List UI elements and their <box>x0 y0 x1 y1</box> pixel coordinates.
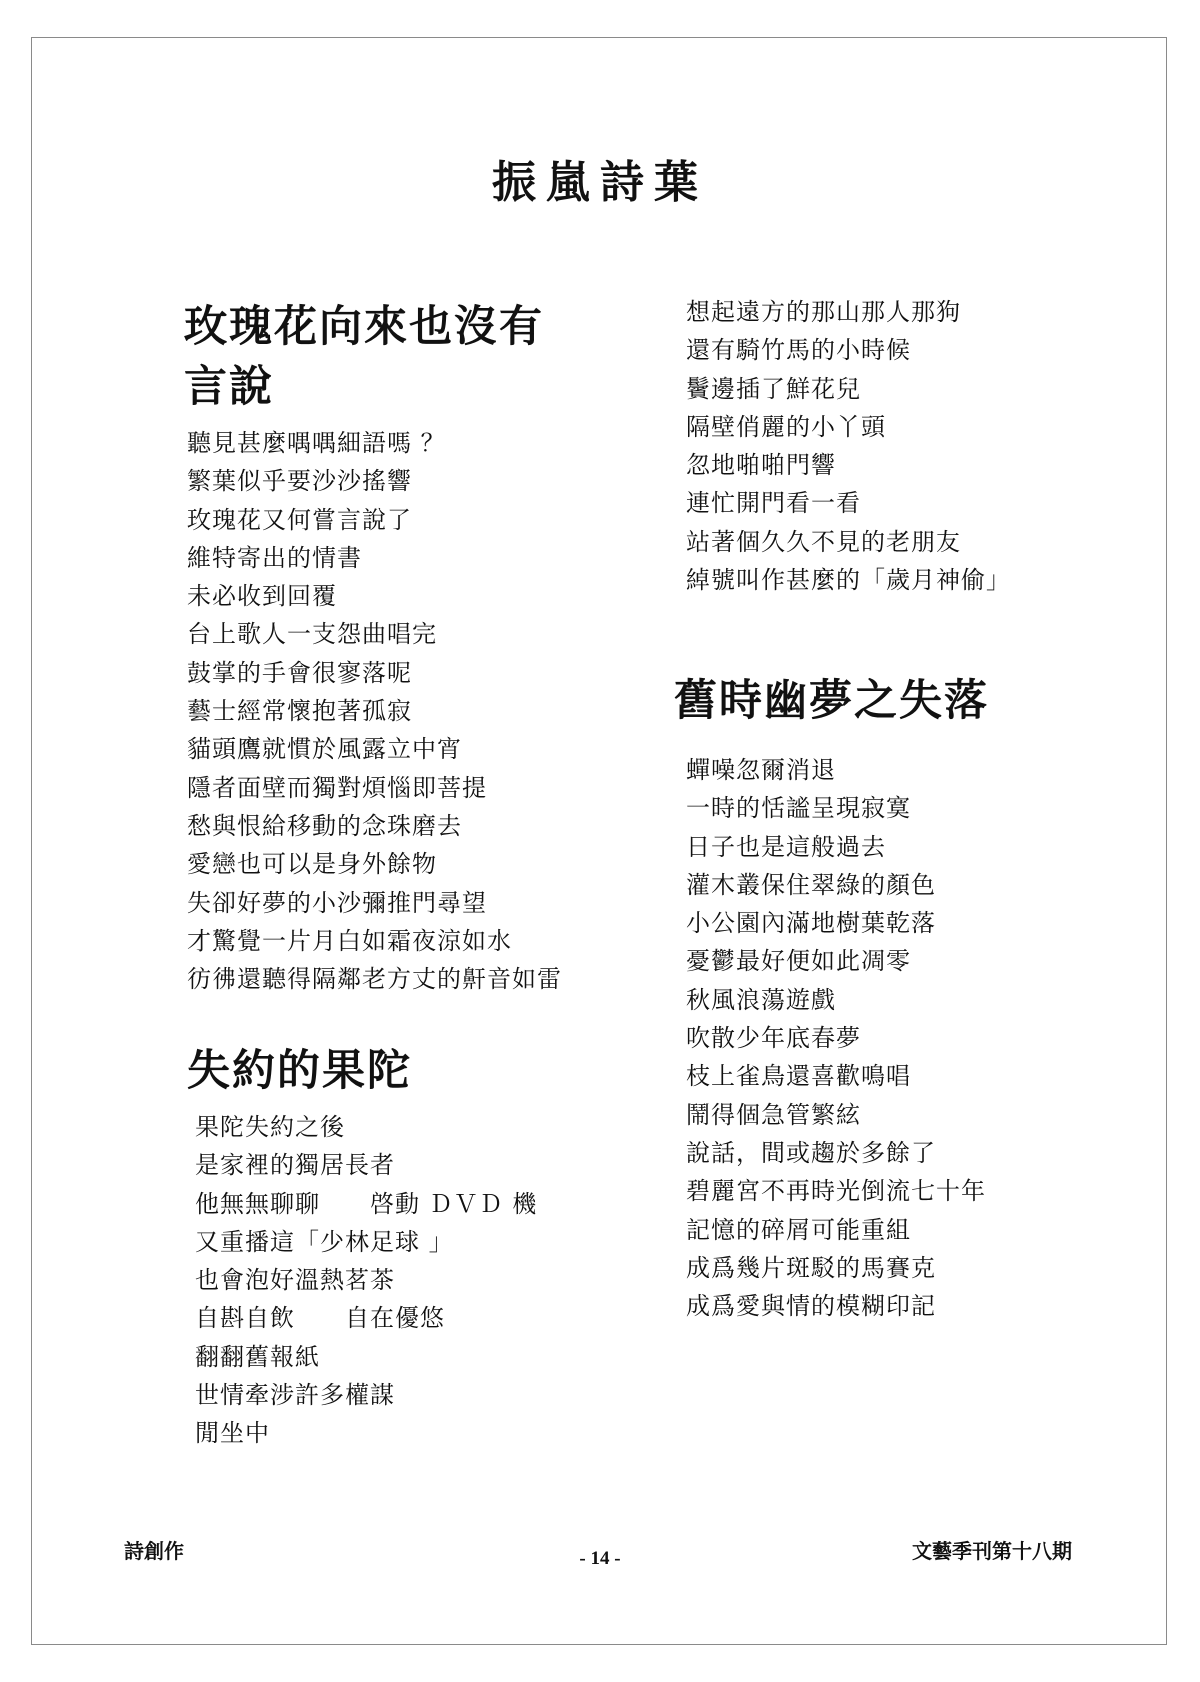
poem-line: 吹散少年底春夢 <box>686 1024 861 1053</box>
poem-line: 鬧得個急管繁絃 <box>686 1100 861 1129</box>
footer-publication-name: 文藝季刊第十八期 <box>912 1539 1072 1563</box>
poem-line: 說話，間或趨於多餘了 <box>686 1138 936 1167</box>
poem-line: 蟬噪忽爾消退 <box>686 756 836 784</box>
poem-line: 才驚覺一片月白如霜夜涼如水 <box>187 926 512 955</box>
poem-line: 憂鬱最好便如此凋零 <box>686 947 911 976</box>
poem-line: 閒坐中 <box>195 1419 270 1448</box>
poem-line: 是家裡的獨居長者 <box>195 1151 395 1180</box>
poem-line: 又重播這「少林足球 」 <box>195 1227 454 1256</box>
poem-line: 成爲幾片斑駁的馬賽克 <box>686 1253 936 1282</box>
poem-title-godot: 失約的果陀 <box>187 1046 412 1096</box>
poem-line: 隱者面壁而獨對煩惱即菩提 <box>187 773 487 802</box>
poem-line: 聽見甚麼喁喁細語嗎 ？ <box>187 429 446 457</box>
poem-line: 灌木叢保住翠綠的顏色 <box>686 870 936 899</box>
poem-line: 台上歌人一支怨曲唱完 <box>187 620 437 649</box>
poem-line: 站著個久久不見的老朋友 <box>686 527 961 556</box>
poem-line: 愛戀也可以是身外餘物 <box>187 850 437 879</box>
poem-line: 一時的恬謐呈現寂寞 <box>686 794 911 823</box>
poem-line: 鼓掌的手會很寥落呢 <box>187 658 412 687</box>
poem-line: 忽地啪啪門響 <box>686 451 836 480</box>
footer-page-number: - 14 - <box>579 1548 621 1569</box>
poem-line: 想起遠方的那山那人那狗 <box>686 298 961 326</box>
poem-line: 藝士經常懷抱著孤寂 <box>187 697 412 726</box>
poem-line: 碧麗宮不再時光倒流七十年 <box>686 1177 986 1206</box>
poem-line: 繁葉似乎要沙沙搖響 <box>187 467 412 496</box>
poem-line: 貓頭鷹就慣於風露立中宵 <box>187 735 462 764</box>
poem-line: 枝上雀鳥還喜歡鳴唱 <box>686 1062 911 1091</box>
poem-line: 隔壁俏麗的小丫頭 <box>686 412 886 441</box>
poem-title-lost-dream: 舊時幽夢之失落 <box>674 676 989 726</box>
poem-line: 維特寄出的情書 <box>187 543 362 572</box>
poem-line: 小公園內滿地樹葉乾落 <box>686 909 936 938</box>
poem-title-line-1: 玫瑰花向來也沒有 <box>184 302 544 352</box>
poem-line: 鬢邊插了鮮花兒 <box>686 374 861 403</box>
poem-line: 世情牽涉許多權謀 <box>195 1381 395 1410</box>
poem-line: 未必收到回覆 <box>187 582 337 611</box>
poem-line: 自斟自飲 自在優悠 <box>195 1304 445 1333</box>
poem-line: 他無無聊聊 啓動 ＤＶＤ 機 <box>195 1189 538 1218</box>
poem-title-line-2: 言說 <box>184 362 274 412</box>
poem-line: 連忙開門看一看 <box>686 489 861 518</box>
poem-line: 失卻好夢的小沙彌推門尋望 <box>187 888 487 917</box>
poem-line: 秋風浪蕩遊戲 <box>686 985 836 1014</box>
poem-line: 翻翻舊報紙 <box>195 1342 320 1371</box>
poem-line: 記憶的碎屑可能重組 <box>686 1215 911 1244</box>
poem-body-lost-dream <box>686 751 986 1325</box>
poem-line: 還有騎竹馬的小時候 <box>686 336 911 365</box>
poem-line: 成爲愛與情的模糊印記 <box>686 1292 936 1321</box>
poem-line: 彷彿還聽得隔鄰老方丈的鼾音如雷 <box>187 965 562 994</box>
poem-body-godot-continued <box>686 293 1011 599</box>
poem-line: 玫瑰花又何嘗言說了 <box>187 505 412 534</box>
poem-line: 果陀失約之後 <box>195 1113 345 1141</box>
poem-line: 也會泡好溫熱茗茶 <box>195 1266 395 1295</box>
page-title: 振嵐詩葉 <box>492 157 708 208</box>
poem-body-godot <box>195 1108 537 1453</box>
poem-line: 綽號叫作甚麼的「歲月神偷」 <box>686 566 1011 595</box>
poem-title-rose <box>184 297 604 417</box>
footer-section-label: 詩創作 <box>124 1539 184 1563</box>
poem-body-rose <box>187 424 562 998</box>
poem-line: 愁與恨給移動的念珠磨去 <box>187 811 462 840</box>
poem-line: 日子也是這般過去 <box>686 832 886 861</box>
